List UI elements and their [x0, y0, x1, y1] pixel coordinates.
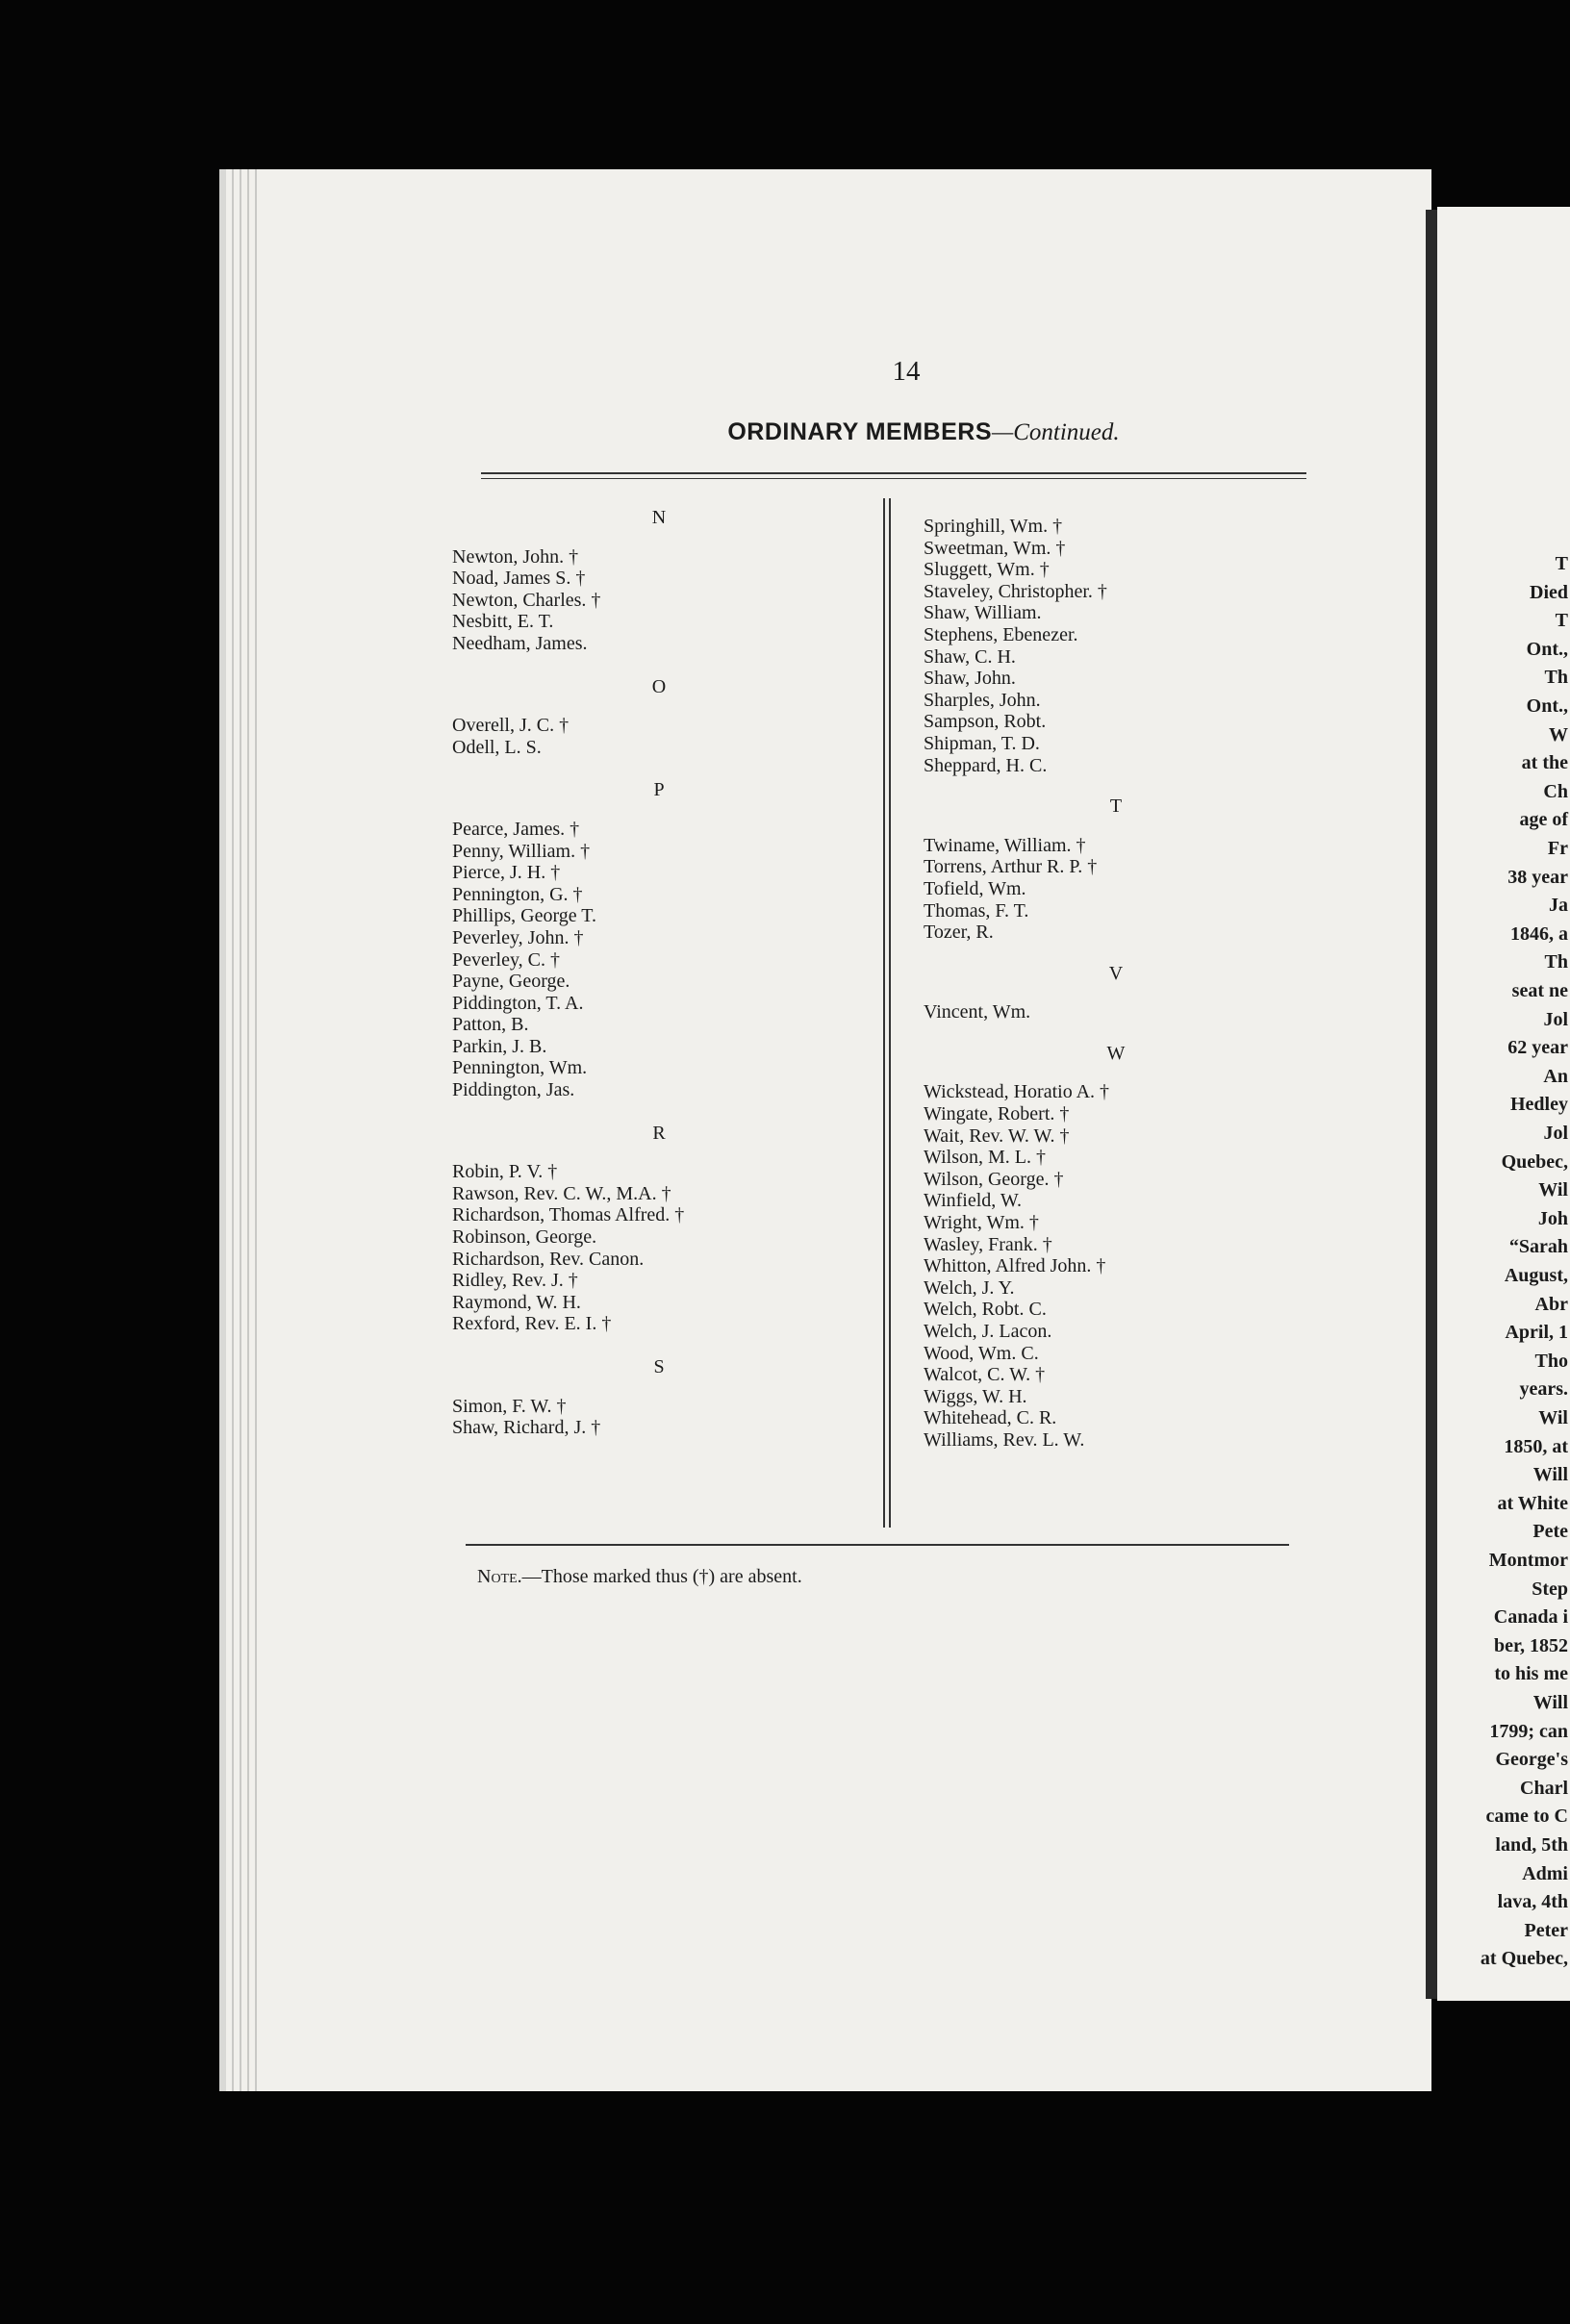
right-page-line: Died [1530, 581, 1568, 603]
right-page-line: Wil [1538, 1407, 1568, 1428]
right-page-line: April, 1 [1505, 1322, 1568, 1344]
member-name: Shaw, Richard, J. † [452, 1417, 601, 1439]
section-letter: T [1109, 796, 1123, 818]
right-page-line: Th [1544, 951, 1568, 973]
right-page-line: T [1555, 610, 1568, 632]
right-page-line: Pete [1532, 1521, 1568, 1543]
right-page-line: years. [1519, 1378, 1568, 1401]
section-letter: V [1108, 962, 1124, 984]
right-page-line: 1799; can [1489, 1720, 1568, 1742]
member-name: Peverley, C. † [452, 948, 561, 971]
member-name: Staveley, Christopher. † [924, 580, 1107, 602]
right-page-line: Charl [1520, 1777, 1568, 1799]
member-name: Raymond, W. H. [452, 1291, 581, 1313]
right-page-line: August, [1504, 1265, 1568, 1286]
member-name: Pearce, James. † [452, 818, 580, 840]
member-name: Sheppard, H. C. [924, 754, 1048, 776]
footnote [477, 1566, 802, 1588]
right-page-line: T [1555, 553, 1568, 574]
heading-continued: —Continued. [992, 419, 1120, 445]
member-name: Newton, Charles. † [452, 589, 601, 611]
member-name: Wingate, Robert. † [924, 1103, 1070, 1125]
right-page-line: Tho [1534, 1350, 1568, 1372]
member-name: Tozer, R. [924, 922, 994, 944]
right-page-line: Peter [1524, 1919, 1568, 1941]
right-page-line: Wil [1538, 1179, 1568, 1201]
member-name: Overell, J. C. † [452, 715, 570, 737]
member-name: Welch, J. Lacon. [924, 1321, 1052, 1342]
page-edge-line [232, 169, 234, 2091]
heading-main: ORDINARY MEMBERS [727, 418, 993, 445]
member-name: Pennington, Wm. [452, 1057, 588, 1079]
note-text: —Those marked thus (†) are absent. [521, 1566, 802, 1587]
member-name: Odell, L. S. [452, 736, 542, 758]
right-page-line: Ont., [1526, 695, 1568, 717]
right-page-line: lava, 4th [1497, 1891, 1568, 1913]
right-page-line: Th [1544, 667, 1568, 689]
right-page-line: Canada i [1493, 1606, 1568, 1629]
member-name: Wilson, George. † [924, 1168, 1064, 1190]
book-gutter [1426, 210, 1437, 1999]
right-page-line: Will [1532, 1692, 1568, 1713]
right-page-line: 62 year [1507, 1037, 1568, 1059]
member-name: Thomas, F. T. [924, 899, 1029, 922]
member-name: Penny, William. † [452, 840, 591, 862]
member-name: Welch, Robt. C. [924, 1299, 1047, 1321]
member-name: Stephens, Ebenezer. [924, 623, 1078, 645]
right-page-line: Ja [1549, 895, 1568, 917]
member-name: Wait, Rev. W. W. † [924, 1124, 1070, 1147]
right-page-line: age of [1519, 809, 1568, 831]
member-name: Wood, Wm. C. [924, 1342, 1039, 1364]
right-page-line: at the [1521, 752, 1568, 774]
right-page-line: Jol [1543, 1123, 1568, 1144]
member-name: Rawson, Rev. C. W., M.A. † [452, 1182, 671, 1204]
member-name: Robinson, George. [452, 1226, 597, 1249]
right-page-line: W [1549, 723, 1568, 745]
right-page-line: “Sarah [1508, 1236, 1568, 1258]
member-name: Whitehead, C. R. [924, 1407, 1057, 1429]
page-number: 14 [892, 356, 921, 387]
member-name: Sampson, Robt. [924, 711, 1047, 733]
member-name: Wiggs, W. H. [924, 1385, 1027, 1407]
right-page-line: Quebec, [1501, 1150, 1568, 1173]
right-page-line: Fr [1547, 838, 1568, 859]
member-name: Piddington, T. A. [452, 992, 584, 1014]
section-letter: R [652, 1122, 666, 1144]
member-name: Tofield, Wm. [924, 877, 1026, 899]
member-name: Torrens, Arthur R. P. † [924, 856, 1098, 878]
right-page-line: Abr [1534, 1293, 1568, 1315]
member-name: Newton, John. † [452, 545, 579, 568]
member-name: Piddington, Jas. [452, 1079, 575, 1101]
column-divider [889, 498, 891, 1528]
member-name: Rexford, Rev. E. I. † [452, 1313, 612, 1335]
member-name: Twiname, William. † [924, 834, 1086, 856]
right-page-line: 38 year [1507, 866, 1568, 888]
note-label: Note. [477, 1566, 522, 1587]
member-name: Wilson, M. L. † [924, 1147, 1046, 1169]
right-page-line: George's [1495, 1749, 1568, 1771]
member-name: Pierce, J. H. † [452, 862, 561, 884]
right-page-line: land, 5th [1495, 1834, 1568, 1856]
page-edge-line [255, 169, 257, 2091]
member-name: Wickstead, Horatio A. † [924, 1081, 1110, 1103]
right-page-line: to his me [1494, 1663, 1568, 1685]
member-name: Simon, F. W. † [452, 1395, 567, 1417]
member-name: Ridley, Rev. J. † [452, 1270, 578, 1292]
right-page-line: at White [1497, 1492, 1568, 1514]
section-heading [616, 418, 1231, 446]
right-page-line: seat ne [1511, 980, 1568, 1001]
member-name: Winfield, W. [924, 1190, 1022, 1212]
member-name: Williams, Rev. L. W. [924, 1428, 1085, 1451]
member-name: Sluggett, Wm. † [924, 559, 1050, 581]
member-name: Sweetman, Wm. † [924, 537, 1066, 559]
member-name: Welch, J. Y. [924, 1276, 1015, 1299]
member-name: Pennington, G. † [452, 883, 583, 905]
right-page-line: Jol [1543, 1008, 1568, 1030]
right-page-line: Will [1532, 1464, 1568, 1486]
right-page-line: Joh [1537, 1207, 1568, 1229]
member-name: Vincent, Wm. [924, 1001, 1031, 1023]
member-name: Peverley, John. † [452, 926, 584, 948]
top-rule [481, 472, 1306, 474]
member-name: Shipman, T. D. [924, 732, 1040, 754]
member-name: Noad, James S. † [452, 568, 586, 590]
right-page-line: Montmor [1488, 1550, 1568, 1571]
member-name: Whitton, Alfred John. † [924, 1255, 1106, 1277]
section-letter: N [651, 507, 667, 528]
column-divider [883, 498, 885, 1528]
right-page-line: Hedley [1510, 1094, 1568, 1116]
member-name: Shaw, John. [924, 668, 1016, 690]
right-page-line: at Quebec, [1480, 1948, 1568, 1970]
page-edge-line [240, 169, 241, 2091]
section-letter: P [653, 779, 665, 801]
member-name: Wright, Wm. † [924, 1212, 1039, 1234]
member-name: Shaw, C. H. [924, 645, 1016, 668]
member-name: Patton, B. [452, 1014, 529, 1036]
right-page-line: Step [1532, 1578, 1568, 1600]
section-letter: S [653, 1356, 665, 1377]
member-name: Shaw, William. [924, 602, 1042, 624]
right-page-line: Ch [1543, 780, 1568, 802]
member-name: Nesbitt, E. T. [452, 611, 554, 633]
right-page-line: 1850, at [1504, 1435, 1568, 1457]
top-rule-thin [481, 478, 1306, 479]
section-letter: O [651, 675, 667, 697]
right-page-text [1437, 553, 1568, 1977]
bottom-rule [466, 1544, 1289, 1546]
right-member-column [924, 516, 1308, 1452]
member-name: Payne, George. [452, 971, 570, 993]
right-page-line: Admi [1522, 1862, 1568, 1884]
member-name: Sharples, John. [924, 689, 1041, 711]
member-name: Phillips, George T. [452, 905, 596, 927]
left-member-column [452, 507, 866, 1439]
right-page-line: came to C [1485, 1806, 1568, 1828]
member-name: Richardson, Thomas Alfred. † [452, 1204, 685, 1226]
member-name: Parkin, J. B. [452, 1035, 547, 1057]
member-name: Springhill, Wm. † [924, 516, 1063, 537]
right-page-line: 1846, a [1510, 922, 1568, 945]
member-name: Robin, P. V. † [452, 1161, 558, 1183]
member-name: Walcot, C. W. † [924, 1364, 1046, 1386]
page-edge-line [247, 169, 249, 2091]
right-page-line: An [1543, 1065, 1568, 1087]
member-name: Wasley, Frank. † [924, 1233, 1052, 1255]
member-name: Richardson, Rev. Canon. [452, 1248, 645, 1270]
member-name: Needham, James. [452, 632, 588, 654]
section-letter: W [1106, 1042, 1126, 1064]
right-page-line: Ont., [1526, 638, 1568, 660]
right-page-line: ber, 1852 [1493, 1634, 1568, 1656]
